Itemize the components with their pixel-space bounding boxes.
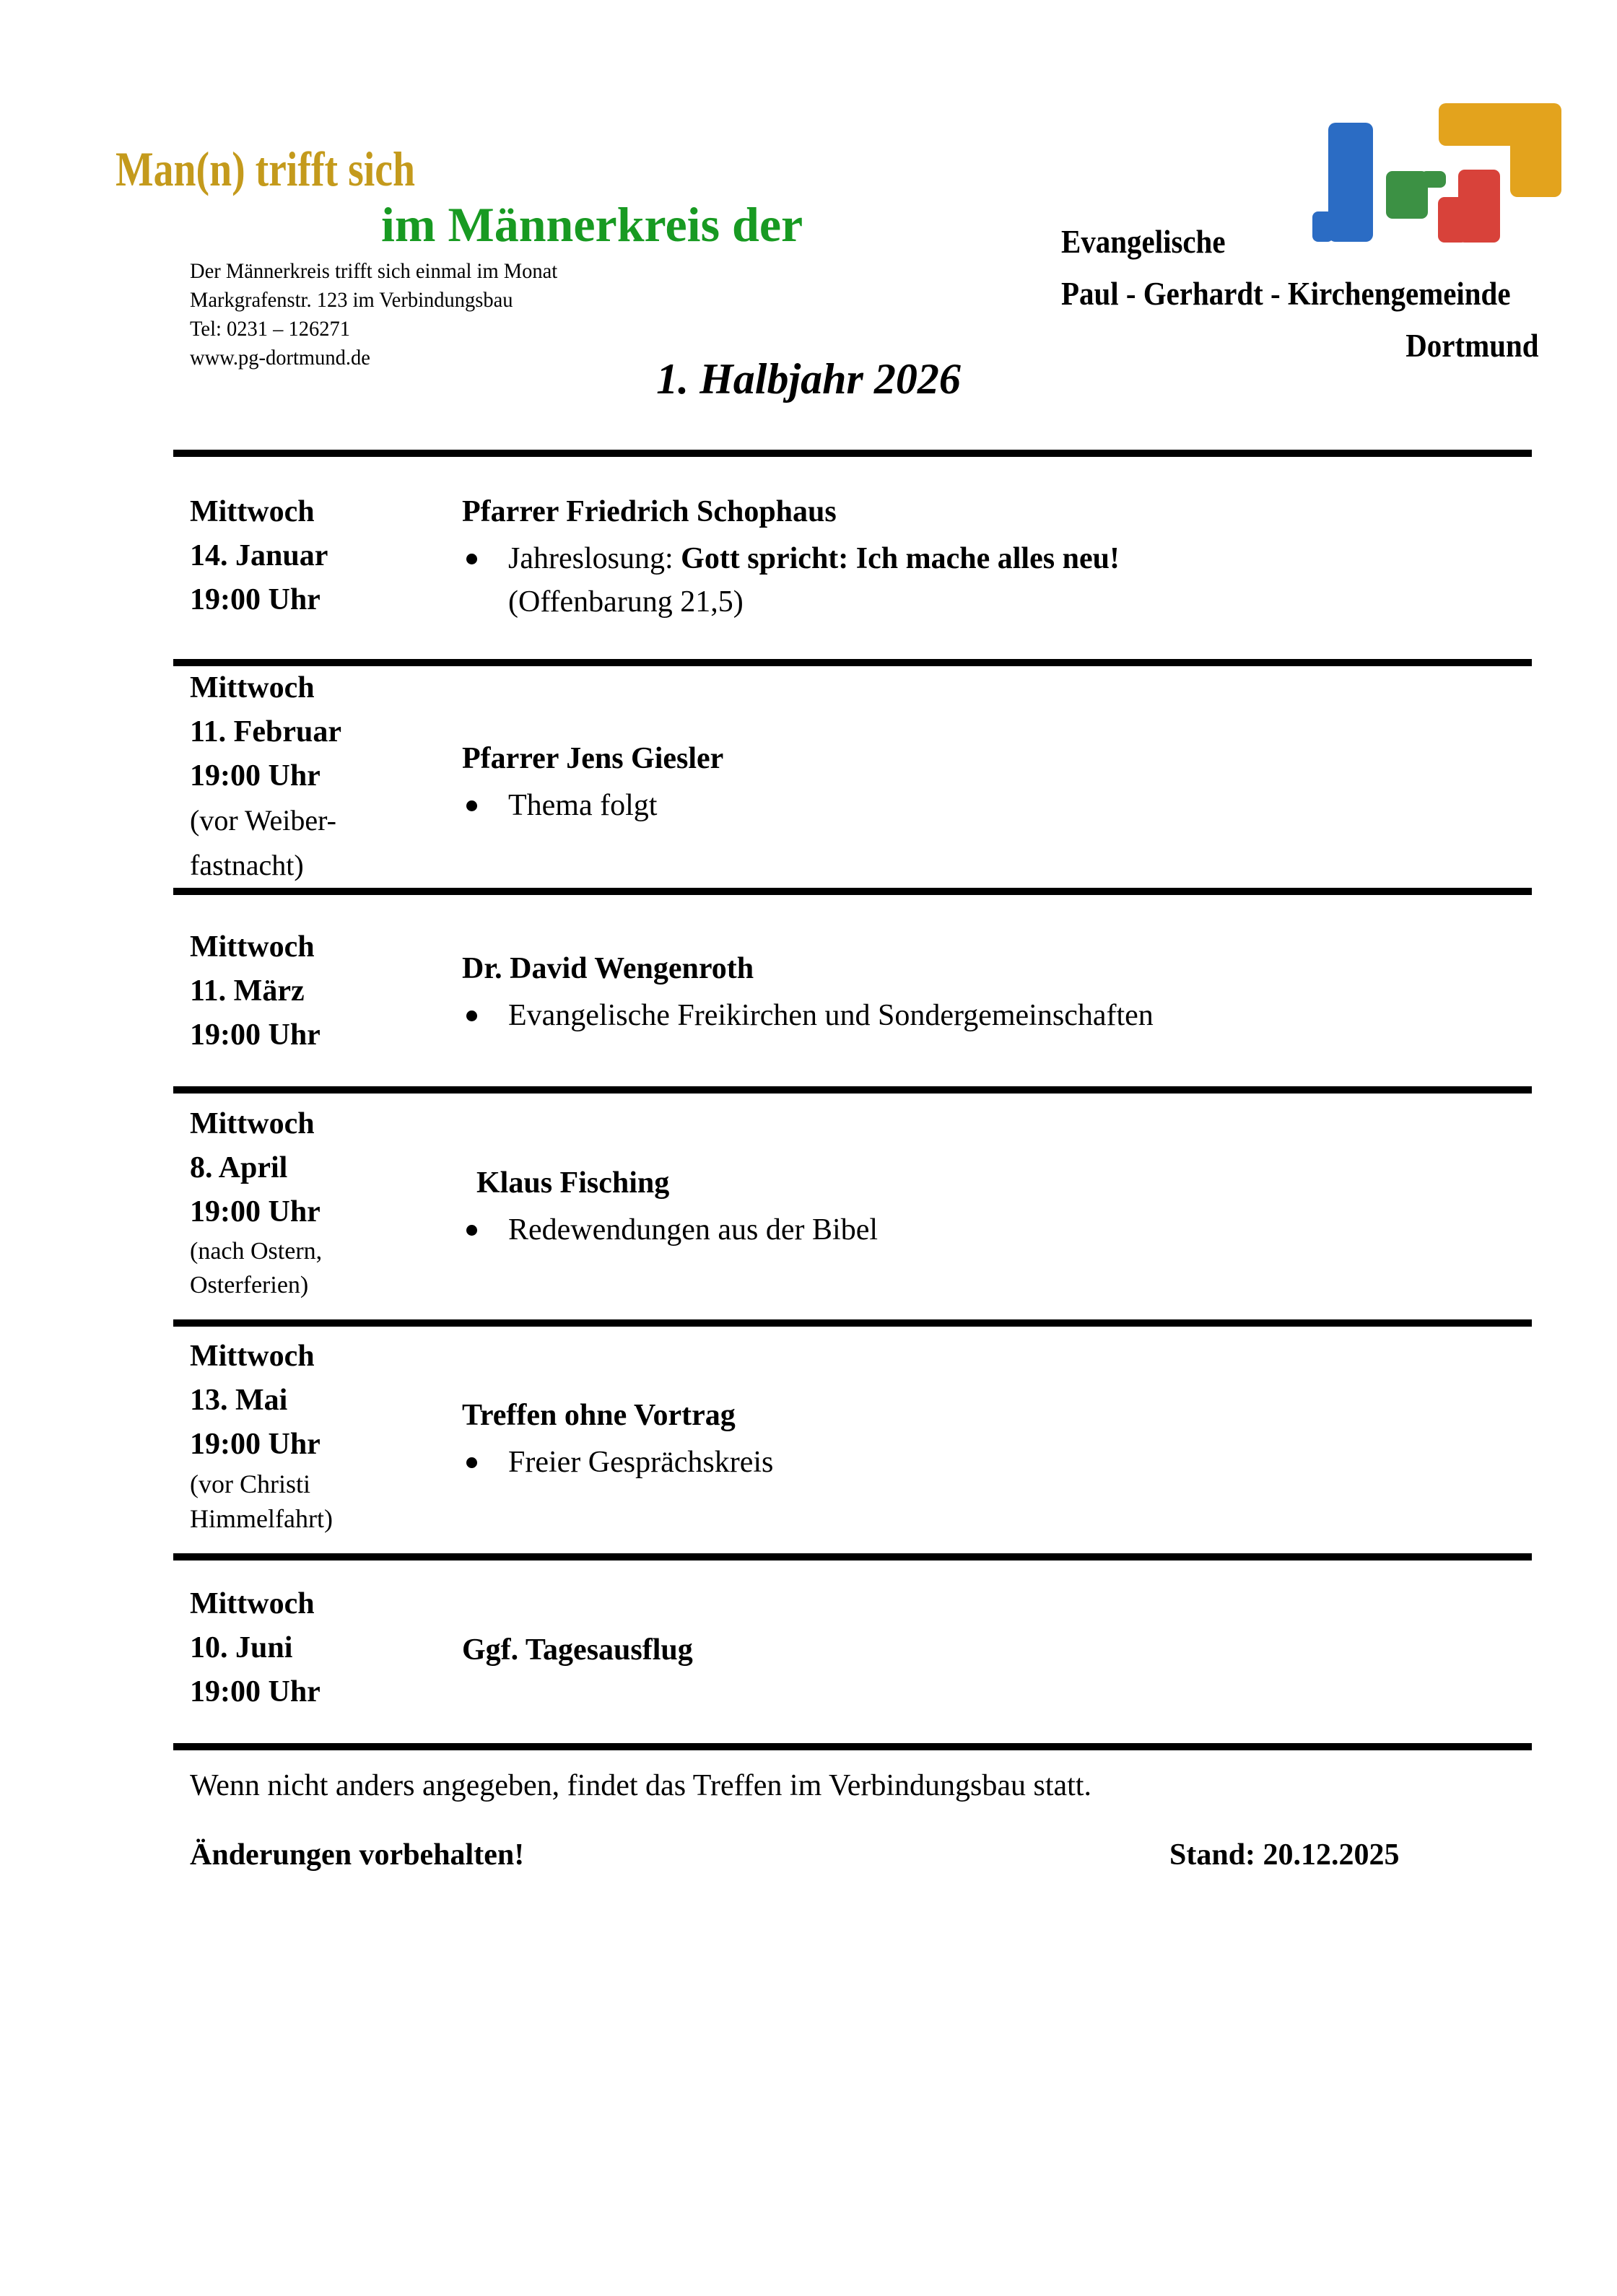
- date-note: (nach Ostern,: [190, 1238, 323, 1265]
- topic-text: Thema folgt: [508, 789, 658, 822]
- bullet-icon: [466, 1457, 477, 1468]
- date-cell: [173, 1094, 462, 1319]
- topic-text: Freier Gesprächskreis: [508, 1446, 774, 1479]
- flyer-title-line1: [116, 141, 481, 197]
- logo-green-shape-tab: [1421, 171, 1446, 188]
- topic-bullet: [462, 1208, 1532, 1252]
- table-row: [173, 1086, 1532, 1319]
- topic-bullet: [462, 537, 1532, 624]
- topic-text: Redewendungen aus der Bibel: [508, 1213, 879, 1247]
- bullet-icon: [466, 554, 477, 564]
- date-cell: [173, 666, 462, 888]
- time: 19:00 Uhr: [190, 583, 321, 616]
- info-line-meeting: Der Männerkreis trifft sich einmal im Monat: [190, 259, 558, 283]
- church-name-block: [1061, 216, 1539, 372]
- contact-info-block: [190, 257, 577, 372]
- date-cell: [173, 457, 462, 659]
- date-note: (vor Christi: [190, 1470, 310, 1498]
- table-row: [173, 659, 1532, 888]
- event-title: Ggf. Tagesausflug: [462, 1633, 693, 1667]
- date-cell: [173, 1561, 462, 1743]
- church-name-line1: Evangelische: [1061, 224, 1226, 260]
- weekday: Mittwoch: [190, 671, 315, 704]
- time: 19:00 Uhr: [190, 1018, 321, 1052]
- flyer-title-line2: [381, 196, 803, 253]
- church-name-line2: Paul - Gerhardt - Kirchengemeinde: [1061, 276, 1511, 312]
- time: 19:00 Uhr: [190, 759, 321, 793]
- info-line-phone: Tel: 0231 – 126271: [190, 317, 351, 341]
- time: 19:00 Uhr: [190, 1675, 321, 1708]
- time: 19:00 Uhr: [190, 1195, 321, 1228]
- page-title: 1. Halbjahr 2026: [656, 355, 961, 403]
- bullet-icon: [466, 1010, 477, 1021]
- topic-cell: [462, 1561, 1532, 1743]
- topic-cell: [462, 1094, 1532, 1319]
- topic-cell: [462, 895, 1532, 1086]
- speaker-title: Dr. David Wengenroth: [462, 952, 754, 985]
- time: 19:00 Uhr: [190, 1428, 321, 1461]
- date-note: (vor Weiber-: [190, 804, 336, 837]
- date-cell: [173, 895, 462, 1086]
- weekday: Mittwoch: [190, 1587, 315, 1620]
- footer-location-note: Wenn nicht anders angegeben, findet das Treffen im Verbindungsbau statt.: [190, 1769, 1091, 1802]
- table-row: [173, 450, 1532, 659]
- date: 8. April: [190, 1151, 288, 1184]
- speaker-title: Pfarrer Jens Giesler: [462, 742, 724, 775]
- date: 11. März: [190, 974, 305, 1008]
- footer-stand-date: Stand: 20.12.2025: [1169, 1838, 1400, 1872]
- topic-cell: [462, 666, 1532, 888]
- table-row: [173, 1553, 1532, 1750]
- weekday: Mittwoch: [190, 930, 315, 964]
- bullet-icon: [466, 1225, 477, 1236]
- topic-text: Evangelische Freikirchen und Sondergemeinschaften: [508, 999, 1154, 1032]
- flyer-title-line1-text: Man(n) trifft sich: [116, 141, 416, 196]
- date-note: Himmelfahrt): [190, 1504, 333, 1533]
- weekday: Mittwoch: [190, 495, 315, 528]
- topic-bullet: [462, 1441, 1532, 1484]
- date: 13. Mai: [190, 1384, 288, 1417]
- date-note: Osterferien): [190, 1272, 309, 1298]
- weekday: Mittwoch: [190, 1340, 315, 1373]
- table-row: [173, 888, 1532, 1086]
- date: 14. Januar: [190, 539, 328, 572]
- topic-bullet: [462, 784, 1532, 827]
- date: 11. Februar: [190, 715, 341, 748]
- info-line-address: Markgrafenstr. 123 im Verbindungsbau: [190, 288, 513, 312]
- footer-changes-note: Änderungen vorbehalten!: [190, 1838, 525, 1872]
- flyer-title-line2-text: im Männerkreis der: [381, 197, 803, 252]
- date: 10. Juni: [190, 1631, 293, 1664]
- schedule-table: [173, 450, 1532, 1750]
- date-note: fastnacht): [190, 849, 304, 881]
- date-cell: [173, 1327, 462, 1553]
- speaker-title: Pfarrer Friedrich Schophaus: [462, 495, 837, 528]
- topic-bullet: [462, 994, 1532, 1037]
- speaker-title: Treffen ohne Vortrag: [462, 1399, 736, 1432]
- speaker-title: Klaus Fisching: [476, 1166, 670, 1200]
- table-row: [173, 1319, 1532, 1553]
- topic-cell: [462, 1327, 1532, 1553]
- weekday: Mittwoch: [190, 1107, 315, 1140]
- bullet-icon: [466, 800, 477, 811]
- logo-yellow-shape-column: [1510, 118, 1561, 197]
- church-name-line3: Dortmund: [1405, 328, 1539, 364]
- topic-cell: [462, 457, 1532, 659]
- info-line-website: www.pg-dortmund.de: [190, 346, 370, 370]
- topic-text: Jahreslosung: Gott spricht: Ich mache alles neu! (Offenbarung 21,5): [508, 542, 1120, 619]
